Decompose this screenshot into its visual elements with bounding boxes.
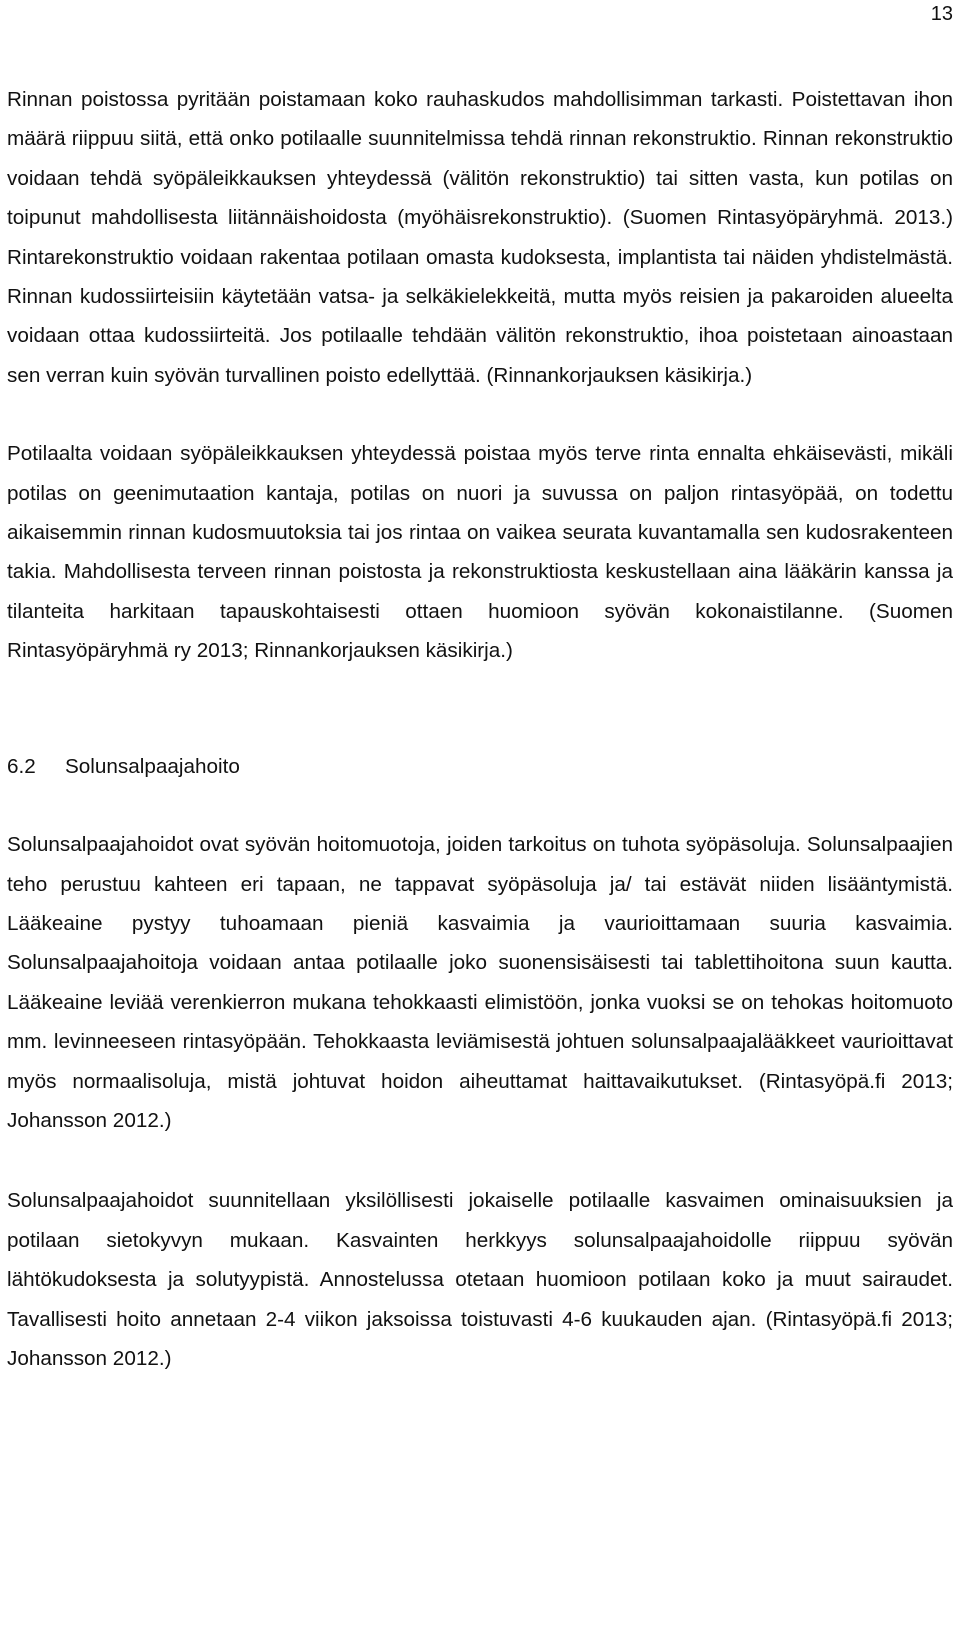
paragraph-prophylactic: Potilaalta voidaan syöpäleikkauksen yhteydessä poistaa myös terve rinta ennalta ehkäisevästi, mikäli potilas on geenimutaation kantaja, potilas on nuori ja suvussa on paljon rintasyöpää, on todettu aikaisemmin rinnan kudosmuutoksia tai jos rintaa on vaikea seurata kuvantamalla sen kudosrakenteen takia. Mahdollisesta terveen rinnan poistosta ja rekonstruktiosta keskustellaan aina lääkärin kanssa ja tilanteita harkitaan tapauskohtaisesti ottaen huomioon syövän kokonaistilanne. (Suomen Rintasyöpäryhmä ry 2013; Rinnankorjauksen käsikirja.): [7, 442, 953, 663]
section-heading: [7, 747, 953, 786]
document-body: [7, 80, 953, 1378]
section-title: Solunsalpaajahoito: [65, 754, 240, 778]
section-number: 6.2: [7, 754, 36, 778]
page-number: 13: [930, 3, 953, 25]
paragraph-chemotherapy: Solunsalpaajahoidot ovat syövän hoitomuotoja, joiden tarkoitus on tuhota syöpäsoluja. Solunsalpaajien teho perustuu kahteen eri tapaan, ne tappavat syöpäsoluja ja/ tai estävät niiden lisääntymistä. Lääkeaine pystyy tuhoamaan pieniä kasvaimia ja vaurioittamaan suuria kasvaimia. Solunsalpaajahoitoja voidaan antaa potilaalle joko suonensisäisesti tai tablettihoitona suun kautta. Lääkeaine leviää verenkierron mukana tehokkaasti elimistöön, jonka vuoksi se on tehokas hoitomuoto mm. levinneeseen rintasyöpään. Tehokkaasta leviämisestä johtuen solunsalpaajalääkkeet vaurioittavat myös normaalisoluja, mistä johtuvat hoidon aiheuttamat haittavaikutukset. (Rintasyöpä.fi 2013; Johansson 2012.): [7, 833, 953, 1132]
paragraph-chemo-planning: Solunsalpaajahoidot suunnitellaan yksilöllisesti jokaiselle potilaalle kasvaimen ominaisuuksien ja potilaan sietokyvyn mukaan. Kasvainten herkkyys solunsalpaajahoidolle riippuu syövän lähtökudoksesta ja solutyypistä. Annostelussa otetaan huomioon potilaan koko ja muut sairaudet. Tavallisesti hoito annetaan 2-4 viikon jaksoissa toistuvasti 4-6 kuukauden ajan. (Rintasyöpä.fi 2013; Johansson 2012.): [7, 1189, 953, 1370]
paragraph-mastectomy: Rinnan poistossa pyritään poistamaan koko rauhaskudos mahdollisimman tarkasti. Poistettavan ihon määrä riippuu siitä, että onko potilaalle suunnitelmissa tehdä rinnan rekonstruktio. Rinnan rekonstruktio voidaan tehdä syöpäleikkauksen yhteydessä (välitön rekonstruktio) tai sitten vasta, kun potilas on toipunut mahdollisesta liitännäishoidosta (myöhäisrekonstruktio). (Suomen Rintasyöpäryhmä. 2013.) Rintarekonstruktio voidaan rakentaa potilaan omasta kudoksesta, implantista tai näiden yhdistelmästä. Rinnan kudossiirteisiin käytetään vatsa- ja selkäkielekkeitä, mutta myös reisien ja pakaroiden alueelta voidaan ottaa kudossiirteitä. Jos potilaalle tehdään välitön rekonstruktio, ihoa poistetaan ainoastaan sen verran kuin syövän turvallinen poisto edellyttää. (Rinnankorjauksen käsikirja.): [7, 88, 953, 387]
